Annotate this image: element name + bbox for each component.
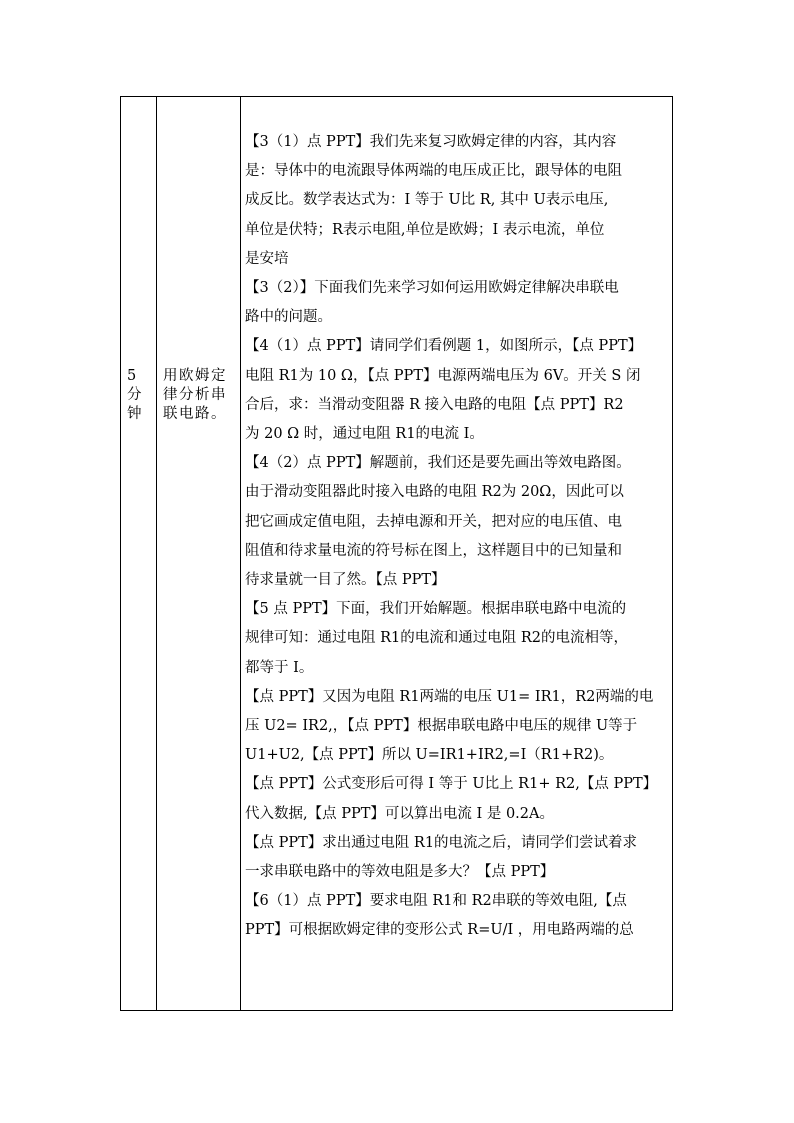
content-line: PPT】可根据欧姆定律的变形公式 R=U/I ，用电路两端的总 — [245, 922, 634, 939]
content-line: 【点 PPT】公式变形后可得 I 等于 U比上 R1+ R2,【点 PPT】 — [245, 776, 658, 793]
content-line: 成反比。数学表达式为：I 等于 U比 R, 其中 U表示电压, — [245, 192, 609, 209]
time-cell — [121, 367, 156, 424]
content-line: 都等于 I。 — [245, 659, 314, 676]
content-line: 【3（2）】下面我们先来学习如何运用欧姆定律解决串联电 — [245, 280, 619, 297]
content-line: 【5 点 PPT】下面，我们开始解题。根据串联电路中电流的 — [245, 601, 627, 618]
topic-line: 律分析串 — [163, 387, 227, 403]
content-line: 合后，求：当滑动变阻器 R 接入电路的电阻【点 PPT】R2 — [245, 396, 624, 413]
column-divider — [156, 97, 157, 1010]
content-line: 是：导体中的电流跟导体两端的电压成正比，跟导体的电阻 — [245, 163, 622, 180]
content-line: 【4（1）点 PPT】请同学们看例题 1，如图所示，【点 PPT】 — [245, 338, 643, 355]
content-cell — [241, 128, 674, 946]
lesson-table — [120, 96, 673, 1011]
content-line: 路中的问题。 — [245, 309, 332, 326]
content-line: 【6（1）点 PPT】要求电阻 R1和 R2串联的等效电阻,【点 — [245, 893, 627, 910]
topic-line: 联电路。 — [163, 406, 227, 422]
content-line: 阻值和待求量电流的符号标在图上，这样题目中的已知量和 — [245, 542, 622, 559]
time-line: 钟 — [127, 406, 142, 422]
topic-cell — [157, 367, 240, 424]
time-line: 分 — [127, 387, 142, 403]
content-line: 把它画成定值电阻，去掉电源和开关，把对应的电压值、电 — [245, 513, 622, 530]
content-line: 待求量就一目了然。【点 PPT】 — [245, 572, 446, 589]
content-line: 规律可知：通过电阻 R1的电流和通过电阻 R2的电流相等， — [245, 630, 629, 647]
content-line: 电阻 R1为 10 Ω，【点 PPT】电源两端电压为 6V。开关 S 闭 — [245, 367, 641, 384]
content-line: 单位是伏特；R表示电阻,单位是欧姆；I 表示电流，单位 — [245, 221, 605, 238]
content-line: 压 U2= IR2,，【点 PPT】根据串联电路中电压的规律 U等于 — [245, 718, 638, 735]
content-line: 【点 PPT】求出通过电阻 R1的电流之后，请同学们尝试着求 — [245, 834, 638, 851]
content-line: 是安培 — [245, 250, 289, 267]
topic-line: 用欧姆定 — [163, 368, 227, 384]
content-line: 一求串联电路中的等效电阻是多大？【点 PPT】 — [245, 864, 555, 881]
content-line: 为 20 Ω 时，通过电阻 R1的电流 I。 — [245, 426, 484, 443]
content-line: 由于滑动变阻器此时接入电路的电阻 R2为 20Ω，因此可以 — [245, 484, 624, 501]
content-line: 【4（2）点 PPT】解题前，我们还是要先画出等效电路图。 — [245, 455, 631, 472]
content-line: 【点 PPT】又因为电阻 R1两端的电压 U1= IR1，R2两端的电 — [245, 688, 654, 705]
content-line: 【3（1）点 PPT】我们先来复习欧姆定律的内容，其内容 — [245, 134, 617, 150]
content-line: U1+U2,【点 PPT】所以 U=IR1+IR2,=I（R1+R2)。 — [245, 747, 614, 764]
time-line: 5 — [127, 368, 137, 384]
content-line: 代入数据,【点 PPT】可以算出电流 I 是 0.2A。 — [245, 805, 554, 822]
